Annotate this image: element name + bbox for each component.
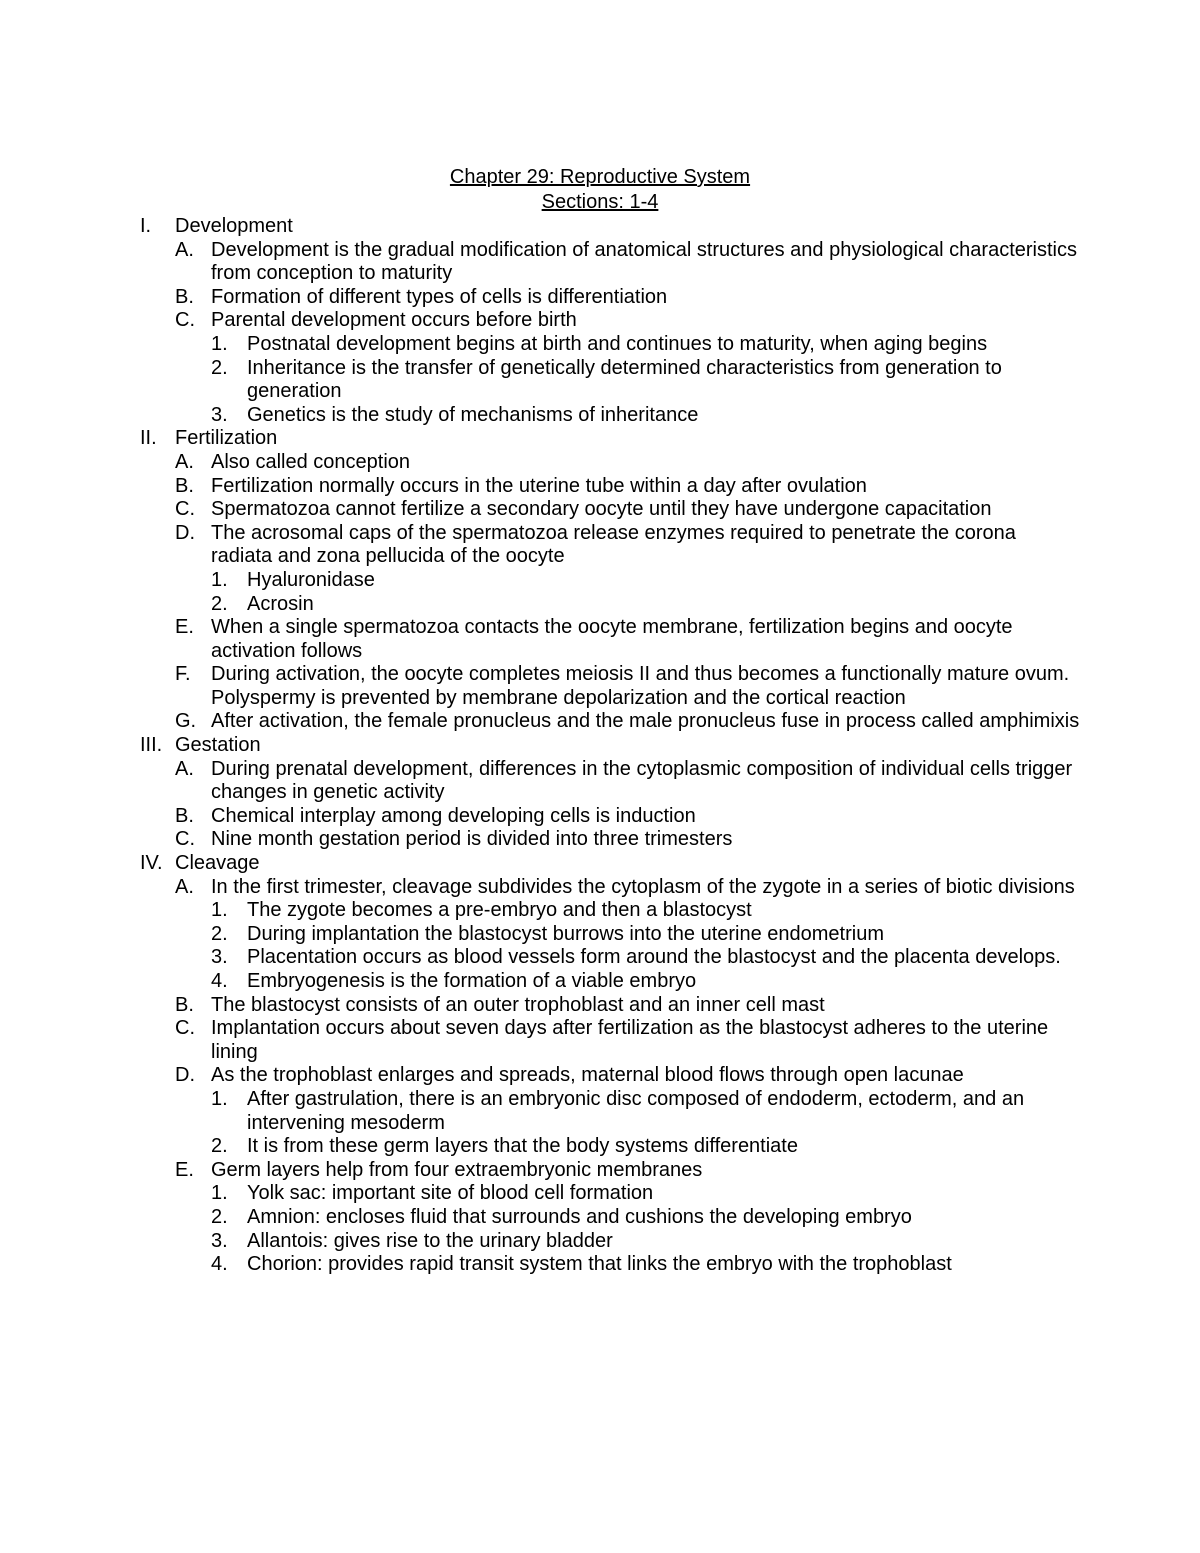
subsection-item-marker: D.: [175, 1064, 195, 1087]
subsection-item: [140, 994, 1080, 1018]
subsection-item: [140, 498, 1080, 522]
subsection-item-text: During prenatal development, differences in the cytoplasmic composition of individual cells trigger changes in genetic activity: [211, 757, 1073, 804]
subsection-item-text: Nine month gestation period is divided into three trimesters: [211, 828, 733, 851]
point-item-marker: 1.: [211, 568, 228, 591]
point-item-marker: 1.: [211, 1182, 228, 1205]
subsection-item-marker: B.: [175, 993, 194, 1016]
subsection-item: [140, 758, 1080, 805]
subsection-item-marker: E.: [175, 616, 194, 639]
point-item: [140, 1135, 1080, 1159]
title-block: [0, 165, 1200, 215]
page-title: Chapter 29: Reproductive System: [449, 166, 751, 188]
section-heading-marker: III.: [140, 734, 163, 757]
point-item-text: Chorion: provides rapid transit system that links the embryo with the trophoblast: [247, 1253, 952, 1276]
point-item-text: Allantois: gives rise to the urinary bladder: [247, 1229, 613, 1252]
outline: [140, 215, 1080, 1277]
point-item-marker: 1.: [211, 332, 228, 355]
subsection-item: [140, 451, 1080, 475]
point-item-marker: 2.: [211, 922, 228, 945]
subsection-item-text: As the trophoblast enlarges and spreads, maternal blood flows through open lacunae: [211, 1064, 964, 1087]
point-item: [140, 1230, 1080, 1254]
subsection-item-marker: B.: [175, 474, 194, 497]
subsection-item-marker: C.: [175, 828, 195, 851]
point-item-text: Placentation occurs as blood vessels form around the blastocyst and the placenta develops.: [247, 946, 1061, 969]
section-heading-text: Gestation: [175, 734, 261, 757]
point-item-marker: 1.: [211, 1087, 228, 1110]
subsection-item: [140, 522, 1080, 569]
point-item-text: Embryogenesis is the formation of a viable embryo: [247, 970, 697, 992]
subsection-item-marker: A.: [175, 238, 194, 261]
point-item-text: During implantation the blastocyst burrows into the uterine endometrium: [247, 922, 884, 945]
section-heading-text: Development: [175, 215, 293, 237]
point-item: [140, 946, 1080, 970]
subsection-item-marker: E.: [175, 1158, 194, 1181]
subsection-item-marker: A.: [175, 875, 194, 898]
subsection-item-marker: B.: [175, 285, 194, 308]
subsection-item-text: When a single spermatozoa contacts the oocyte membrane, fertilization begins and oocyte activation follows: [211, 616, 1013, 662]
subsection-item-text: Spermatozoa cannot fertilize a secondary oocyte until they have undergone capacitation: [211, 498, 992, 521]
section-heading-marker: II.: [140, 427, 157, 450]
point-item-text: Acrosin: [247, 592, 314, 615]
point-item-marker: 2.: [211, 592, 228, 615]
subsection-item-marker: C.: [175, 309, 195, 332]
subsection-item: [140, 876, 1080, 900]
point-item-marker: 4.: [211, 970, 228, 992]
subsection-item-text: In the first trimester, cleavage subdivides the cytoplasm of the zygote in a series of biotic divisions: [211, 875, 1075, 898]
point-item: [140, 1253, 1080, 1277]
subsection-item: [140, 475, 1080, 499]
subsection-item: [140, 1064, 1080, 1088]
subsection-item: [140, 828, 1080, 852]
section-heading-text: Fertilization: [175, 427, 278, 450]
point-item-marker: 3.: [211, 403, 228, 426]
section-heading: [140, 215, 1080, 239]
point-item: [140, 970, 1080, 994]
subsection-item-marker: D.: [175, 521, 195, 544]
section-heading-marker: IV.: [140, 852, 163, 875]
subsection-item-text: During activation, the oocyte completes meiosis II and thus becomes a functionally mature ovum. Polyspermy is prevented by membrane depolarization and the cortical reaction: [211, 663, 1070, 709]
section-heading: [140, 734, 1080, 758]
section-heading-text: Cleavage: [175, 852, 260, 875]
subsection-item-marker: C.: [175, 1017, 195, 1040]
subsection-item-text: After activation, the female pronucleus and the male pronucleus fuse in process called amphimixis: [211, 710, 1080, 733]
page-subtitle: Sections: 1-4: [541, 191, 659, 213]
point-item: [140, 357, 1080, 404]
point-item-marker: 4.: [211, 1253, 228, 1276]
subsection-item-text: Germ layers help from four extraembryonic membranes: [211, 1158, 703, 1181]
subsection-item-text: Parental development occurs before birth: [211, 309, 577, 332]
section-heading-marker: I.: [140, 215, 152, 237]
subsection-item-marker: B.: [175, 804, 194, 827]
point-item-text: Hyaluronidase: [247, 568, 375, 591]
point-item: [140, 593, 1080, 617]
point-item-marker: 3.: [211, 1229, 228, 1252]
point-item-text: Amnion: encloses fluid that surrounds and cushions the developing embryo: [247, 1205, 912, 1228]
subsection-item-marker: G.: [175, 710, 197, 733]
subsection-item: [140, 1017, 1080, 1064]
point-item: [140, 404, 1080, 428]
subsection-item-text: Also called conception: [211, 450, 411, 473]
section-heading: [140, 852, 1080, 876]
point-item: [140, 569, 1080, 593]
point-item-marker: 3.: [211, 946, 228, 969]
point-item: [140, 1206, 1080, 1230]
subsection-item: [140, 710, 1080, 734]
subsection-item-text: The acrosomal caps of the spermatozoa release enzymes required to penetrate the corona radiata and zona pellucida of the oocyte: [211, 521, 1016, 568]
point-item: [140, 333, 1080, 357]
point-item-text: The zygote becomes a pre-embryo and then a blastocyst: [247, 899, 752, 922]
subsection-item-marker: F.: [175, 663, 191, 686]
point-item: [140, 1088, 1080, 1135]
subsection-item: [140, 616, 1080, 663]
subsection-item-marker: A.: [175, 757, 194, 780]
point-item: [140, 899, 1080, 923]
subsection-item: [140, 805, 1080, 829]
subsection-item-text: Implantation occurs about seven days after fertilization as the blastocyst adheres to the uterine lining: [211, 1017, 1049, 1063]
subsection-item-text: Development is the gradual modification of anatomical structures and physiological characteristics from conception to maturity: [211, 238, 1077, 285]
subsection-item: [140, 286, 1080, 310]
point-item: [140, 1182, 1080, 1206]
subsection-item: [140, 663, 1080, 710]
subsection-item-text: The blastocyst consists of an outer trophoblast and an inner cell mast: [211, 993, 825, 1016]
point-item-text: It is from these germ layers that the body systems differentiate: [247, 1135, 798, 1158]
point-item-text: Yolk sac: important site of blood cell formation: [247, 1182, 654, 1205]
point-item-text: Inheritance is the transfer of genetically determined characteristics from generation to generation: [247, 356, 1002, 403]
subsection-item-marker: C.: [175, 498, 195, 521]
point-item-text: Postnatal development begins at birth and continues to maturity, when aging begins: [247, 332, 988, 355]
point-item-marker: 2.: [211, 1135, 228, 1158]
subsection-item: [140, 1159, 1080, 1183]
subsection-item: [140, 239, 1080, 286]
point-item-marker: 1.: [211, 899, 228, 922]
subsection-item: [140, 309, 1080, 333]
point-item-text: Genetics is the study of mechanisms of inheritance: [247, 403, 699, 426]
subsection-item-text: Formation of different types of cells is differentiation: [211, 285, 668, 308]
point-item-text: After gastrulation, there is an embryonic disc composed of endoderm, ectoderm, and an intervening mesoderm: [247, 1087, 1025, 1134]
point-item-marker: 2.: [211, 356, 228, 379]
subsection-item-marker: A.: [175, 450, 194, 473]
section-heading: [140, 427, 1080, 451]
subsection-item-text: Fertilization normally occurs in the uterine tube within a day after ovulation: [211, 474, 867, 497]
point-item: [140, 923, 1080, 947]
point-item-marker: 2.: [211, 1205, 228, 1228]
subsection-item-text: Chemical interplay among developing cells is induction: [211, 804, 696, 827]
